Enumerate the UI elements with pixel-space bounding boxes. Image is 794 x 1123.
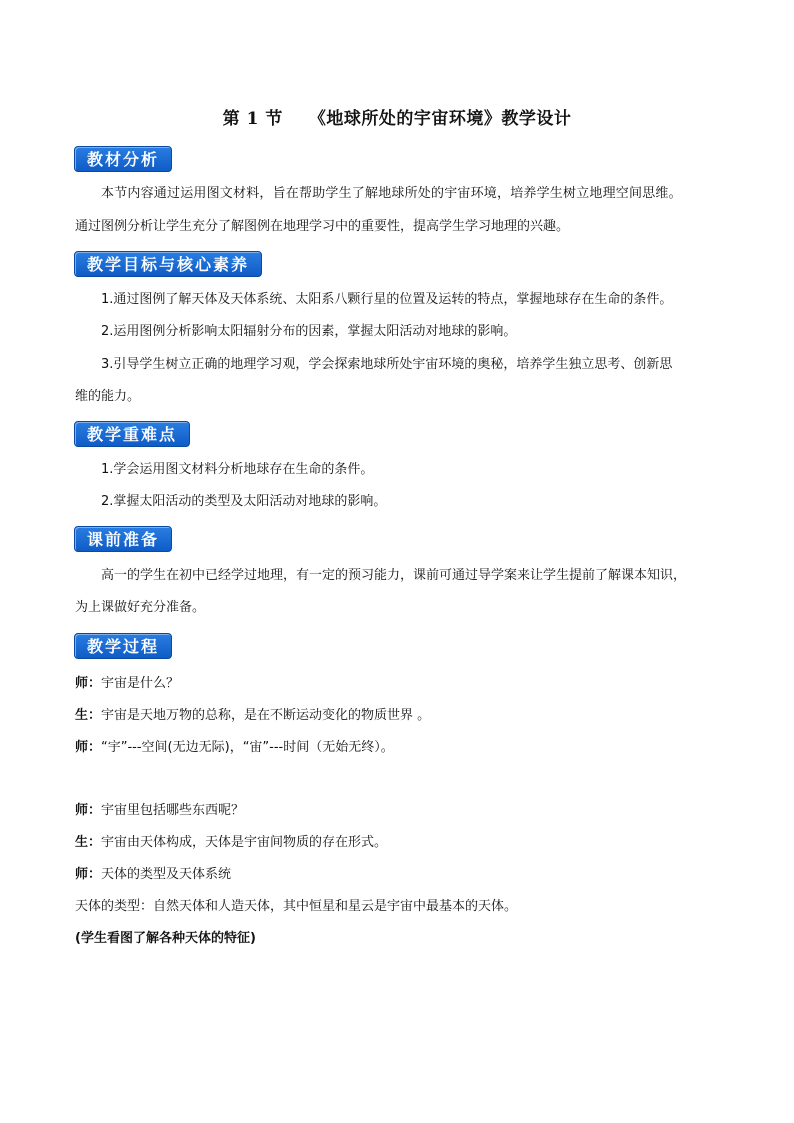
section-header-process: 教学过程: [74, 633, 172, 659]
section-header-preparation: 课前准备: [74, 526, 172, 552]
dialogue-line: [75, 865, 231, 885]
goal-item-1: 1.通过图例了解天体及天体系统、太阳系八颗行星的位置及运转的特点，掌握地球存在生命的条件。: [101, 292, 673, 307]
body-text: 天体的类型：自然天体和人造天体，其中恒星和星云是宇宙中最基本的天体。: [75, 899, 518, 914]
teacher-label: 师：: [75, 740, 102, 755]
dialogue-line: [75, 738, 394, 758]
prep-paragraph-1: 高一的学生在初中已经学过地理，有一定的预习能力，课前可通过导学案来让学生提前了解课本知识，: [101, 568, 687, 583]
section-header-textbook-analysis: 教材分析: [74, 146, 172, 172]
analysis-paragraph-2: 通过图例分析让学生充分了解图例在地理学习中的重要性，提高学生学习地理的兴趣。: [75, 219, 570, 234]
goal-item-3-continued: 维的能力。: [75, 389, 141, 404]
dialogue-text: 天体的类型及天体系统: [101, 867, 232, 882]
key-point-2: 2.掌握太阳活动的类型及太阳活动对地球的影响。: [101, 494, 387, 509]
title-section-number: 第 1 节: [222, 109, 283, 129]
note-text: (学生看图了解各种天体的特征): [75, 931, 256, 946]
dialogue-text: 宇宙由天体构成，天体是宇宙间物质的存在形式。: [101, 835, 388, 850]
key-point-1: 1.学会运用图文材料分析地球存在生命的条件。: [101, 462, 374, 477]
dialogue-line: [75, 706, 430, 726]
title-text: 《地球所处的宇宙环境》教学设计: [308, 109, 572, 129]
teacher-label: 师：: [75, 803, 102, 818]
teacher-label: 师：: [75, 676, 102, 691]
goal-item-2: 2.运用图例分析影响太阳辐射分布的因素，掌握太阳活动对地球的影响。: [101, 324, 517, 339]
student-label: 生：: [75, 835, 102, 850]
student-label: 生：: [75, 708, 102, 723]
section-header-goals: 教学目标与核心素养: [74, 251, 262, 277]
dialogue-text: 宇宙里包括哪些东西呢？: [101, 803, 245, 818]
dialogue-text: 宇宙是天地万物的总称，是在不断运动变化的物质世界 。: [101, 708, 431, 723]
page-title: [0, 104, 794, 129]
dialogue-line: [75, 833, 387, 853]
section-header-key-points: 教学重难点: [74, 421, 190, 447]
teacher-label: 师：: [75, 867, 102, 882]
analysis-paragraph-1: 本节内容通过运用图文材料，旨在帮助学生了解地球所处的宇宙环境，培养学生树立地理空间思维。: [101, 186, 682, 201]
dialogue-line: [75, 801, 244, 821]
dialogue-text: “宇”---空间(无边无际)，“宙”---时间（无始无终）。: [101, 740, 394, 755]
goal-item-3: 3.引导学生树立正确的地理学习观，学会探索地球所处宇宙环境的奥秘，培养学生独立思考、创新思: [101, 357, 673, 372]
dialogue-line: [75, 674, 179, 694]
dialogue-text: 宇宙是什么？: [101, 676, 180, 691]
prep-paragraph-2: 为上课做好充分准备。: [75, 600, 206, 615]
